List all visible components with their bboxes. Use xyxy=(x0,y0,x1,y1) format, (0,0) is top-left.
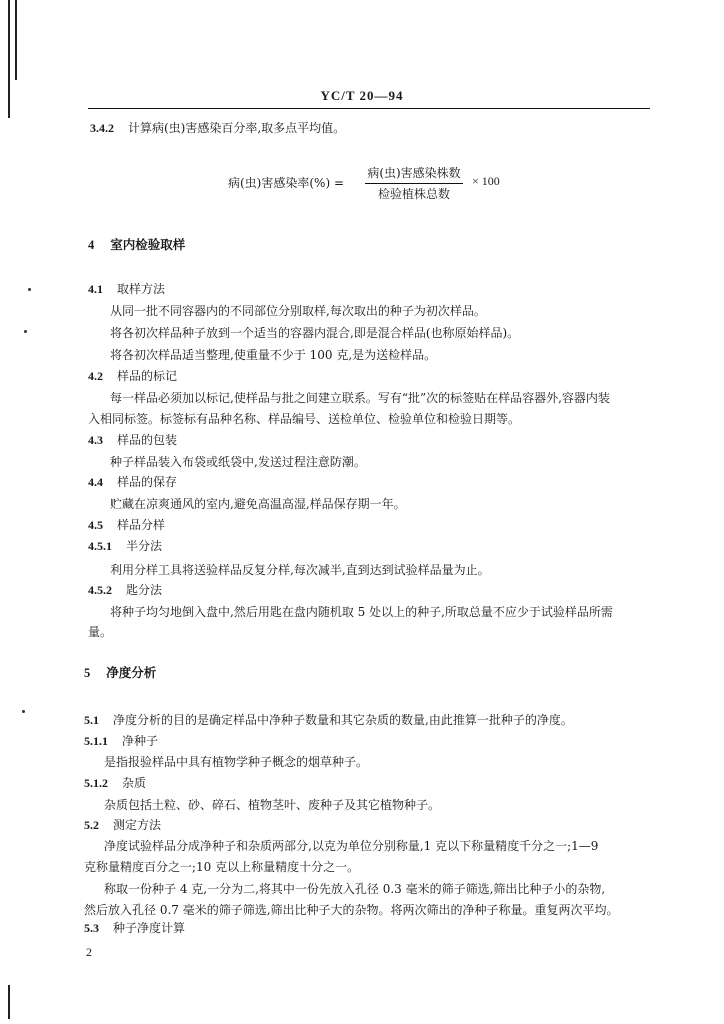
paragraph: 种子样品装入布袋或纸袋中,发送过程注意防潮。 xyxy=(110,455,366,469)
paragraph: 量。 xyxy=(88,625,113,639)
formula-lhs: 病(虫)害感染率(%) = xyxy=(228,176,344,190)
formula-denominator: 检验植株总数 xyxy=(377,187,450,201)
header-rule xyxy=(88,108,650,109)
scan-edge-line xyxy=(8,985,10,1019)
clause-4-4-heading: 4.4 样品的保存 xyxy=(88,475,178,489)
formula-numerator: 病(虫)害感染株数 xyxy=(367,166,461,180)
clause-4-5-2-heading: 4.5.2 匙分法 xyxy=(88,583,163,597)
paragraph: 克称量精度百分之一;10 克以上称量精度十分之一。 xyxy=(84,860,360,874)
formula-multiplier: × 100 xyxy=(472,174,500,188)
clause-4-2-heading: 4.2 样品的标记 xyxy=(88,369,178,383)
clause-number: 3.4.2 xyxy=(90,121,114,135)
paragraph: 是指报验样品中具有植物学种子概念的烟草种子。 xyxy=(104,755,369,769)
formula-fraction xyxy=(365,164,463,202)
clause-4-5-1-heading: 4.5.1 半分法 xyxy=(88,539,163,553)
paragraph: 利用分样工具将送验样品反复分样,每次减半,直到达到试验样品量为止。 xyxy=(110,563,490,577)
clause-4-5-heading: 4.5 样品分样 xyxy=(88,518,166,532)
paragraph: 然后放入孔径 0.7 毫米的筛子筛选,筛出比种子大的杂物。将两次筛出的净种子称量。重复两次平均。 xyxy=(84,903,619,917)
scan-speck xyxy=(28,288,31,291)
paragraph: 称取一份种子 4 克,一分为二,将其中一份先放入孔径 0.3 毫米的筛子筛选,筛出比种子小的杂物, xyxy=(104,882,606,896)
clause-5-2-heading: 5.2 测定方法 xyxy=(84,818,162,832)
standard-code-header: YC/T 20—94 xyxy=(320,88,404,103)
scan-speck xyxy=(22,710,25,713)
paragraph: 将各初次样品适当整理,使重量不少于 100 克,是为送检样品。 xyxy=(110,348,437,362)
fraction-bar xyxy=(365,183,463,184)
paragraph: 将种子均匀地倒入盘中,然后用匙在盘内随机取 5 处以上的种子,所取总量不应少于试验样品所需 xyxy=(110,605,613,619)
section-5-heading: 5 净度分析 xyxy=(84,665,157,680)
clause-5-1: 5.1 净度分析的目的是确定样品中净种子数量和其它杂质的数量,由此推算一批种子的净度。 xyxy=(84,713,573,727)
clause-5-1-1-heading: 5.1.1 净种子 xyxy=(84,734,159,748)
scan-speck xyxy=(24,330,27,333)
paragraph: 净度试验样品分成净种子和杂质两部分,以克为单位分别称量,1 克以下称量精度千分之一;1—9 xyxy=(104,839,599,853)
section-4-heading: 4 室内检验取样 xyxy=(88,237,186,252)
paragraph: 每一样品必须加以标记,使样品与批之间建立联系。写有“批”次的标签贴在样品容器外,容器内装 xyxy=(110,391,610,405)
paragraph: 入相同标签。标签标有品种名称、样品编号、送检单位、检验单位和检验日期等。 xyxy=(88,412,521,426)
paragraph: 将各初次样品种子放到一个适当的容器内混合,即是混合样品(也称原始样品)。 xyxy=(110,326,520,340)
clause-4-3-heading: 4.3 样品的包装 xyxy=(88,433,178,447)
clause-3-4-2 xyxy=(90,120,345,136)
clause-5-1-2-heading: 5.1.2 杂质 xyxy=(84,776,147,790)
page-number: 2 xyxy=(86,945,92,959)
paragraph: 杂质包括土粒、砂、碎石、植物茎叶、废种子及其它植物种子。 xyxy=(104,798,441,812)
scan-edge-line xyxy=(15,0,17,80)
clause-5-3-heading: 5.3 种子净度计算 xyxy=(84,921,186,935)
clause-4-1-heading: 4.1 取样方法 xyxy=(88,282,166,296)
paragraph: 从同一批不同容器内的不同部位分别取样,每次取出的种子为初次样品。 xyxy=(110,304,486,318)
clause-text: 计算病(虫)害感染百分率,取多点平均值。 xyxy=(128,121,346,135)
paragraph: 贮藏在凉爽通风的室内,避免高温高湿,样品保存期一年。 xyxy=(110,497,406,511)
